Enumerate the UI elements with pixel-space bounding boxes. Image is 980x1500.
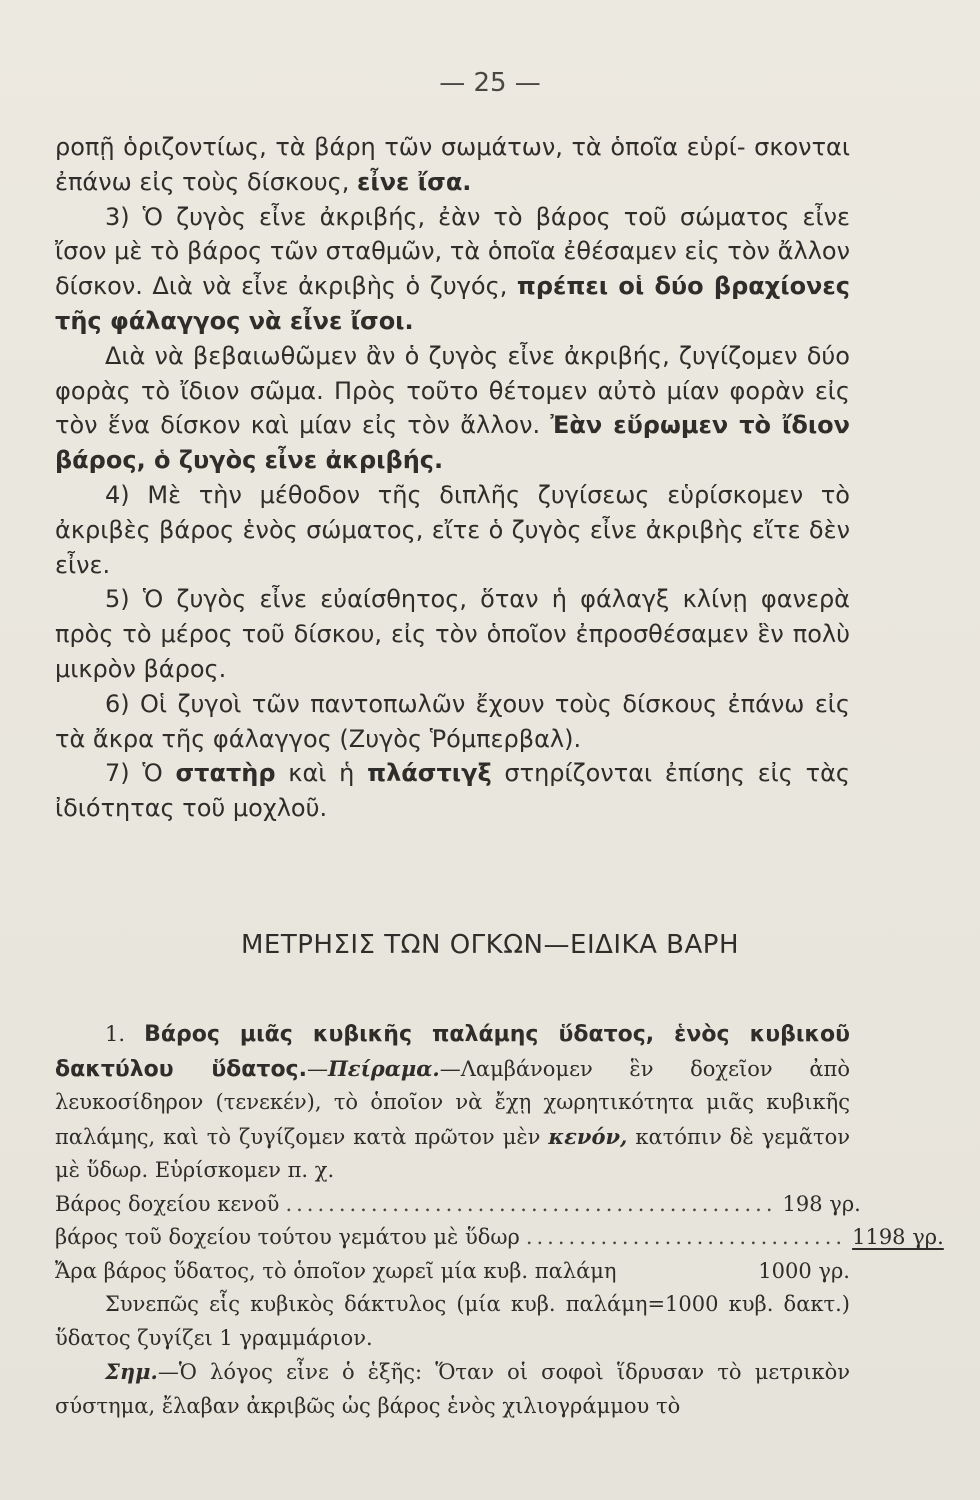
text-block-lower <box>55 1018 944 1423</box>
measurement-label: Ἄρα βάρος ὕδατος, τὸ ὁποῖον χωρεῖ μία κυβ. παλάμη <box>55 1258 617 1283</box>
text-block-upper <box>55 130 850 826</box>
paragraph-text: κατόπιν δὲ γεμᾶτον μὲ ὕδωρ. Εὑρίσκομεν π. χ. <box>55 1124 850 1182</box>
text-line: σκονται ἐπάνω εἰς τοὺς δίσκους, <box>55 133 850 196</box>
paragraph-6: 5) Ὁ ζυγὸς εἶνε εὐαίσθητος, ὅταν ἡ φάλαγξ κλίνῃ φανερὰ πρὸς τὸ μέρος τοῦ δίσκου, εἰς τὸν ὁποῖον ἐπροσθέσαμεν ἓν πολὺ μικρὸν βάρος. <box>55 585 850 683</box>
paragraph-4 <box>55 339 850 478</box>
measurement-value: 198 γρ. <box>782 1191 861 1216</box>
emphasis-word: κενόν, <box>548 1123 628 1149</box>
note-text: —Ὁ λόγος εἶνε ὁ ἑξῆς: Ὅταν οἱ σοφοὶ ἵδρυσαν τὸ μετρικὸν σύστημα, ἔλαβαν ἀκριβῶς ὡς βάρος ἑνὸς χιλιογράμμου τὸ <box>55 1360 850 1418</box>
item-number: 1. <box>105 1022 145 1046</box>
bold-phrase: εἶνε ἴσα. <box>357 167 472 196</box>
measurement-label: Βάρος δοχείου κενοῦ <box>55 1191 280 1216</box>
measurement-row <box>55 1221 944 1255</box>
measurement-value: 1198 γρ. <box>852 1225 944 1249</box>
note-paragraph <box>55 1355 850 1423</box>
paragraph-8 <box>55 756 850 826</box>
paragraph-text: καὶ ἡ <box>275 759 368 788</box>
bold-term: πλάστιγξ <box>367 759 492 788</box>
paragraph-text: στηρίζονται ἐπίσης εἰς τὰς ἰδιότητας τοῦ μοχλοῦ. <box>55 759 850 823</box>
measurement-value: 1000 γρ. <box>758 1258 850 1283</box>
text-line: ροπῇ ὁριζοντίως, τὰ βάρη τῶν σωμάτων, τὰ ὁποῖα εὑρί- <box>55 133 746 161</box>
paragraph-continuation <box>55 130 850 200</box>
dash: — <box>306 1056 328 1081</box>
section-heading: ΜΕΤΡΗΣΙΣ ΤΩΝ ΟΓΚΩΝ—ΕΙΔΙΚΑ ΒΑΡΗ <box>240 930 740 960</box>
paragraph-text: 7) Ὁ <box>105 759 176 788</box>
item-title: Βάρος μιᾶς κυβικῆς παλάμης ὕδατος, ἑνὸς κυβικοῦ δακτύλου ὕδατος. <box>55 1022 850 1082</box>
measurement-row <box>55 1188 861 1222</box>
page-number: — 25 — <box>439 68 541 98</box>
experiment-paragraph <box>55 1018 850 1188</box>
conclusion-paragraph: Συνεπῶς εἷς κυβικὸς δάκτυλος (μία κυβ. παλάμη=1000 κυβ. δακτ.) ὕδατος ζυγίζει 1 γραμμάριον. <box>55 1292 850 1350</box>
leader-dots: .............................. <box>525 1225 847 1249</box>
note-label: Σημ. <box>105 1359 158 1384</box>
paragraph-7: 6) Οἱ ζυγοὶ τῶν παντοπωλῶν ἔχουν τοὺς δίσκους ἐπάνω εἰς τὰ ἄκρα τῆς φάλαγγος (Ζυγὸς Ῥόμπερβαλ). <box>55 689 850 753</box>
bold-term: στατὴρ <box>175 759 276 788</box>
paragraph-3 <box>55 200 850 339</box>
experiment-label: Πείραμα. <box>327 1055 440 1081</box>
paragraph-5: 4) Μὲ τὴν μέθοδον τῆς διπλῆς ζυγίσεως εὑρίσκομεν τὸ ἀκριβὲς βάρος ἑνὸς σώματος, εἴτε ὁ ζυγὸς εἶνε ἀκριβὴς εἴτε δὲν εἶνε. <box>55 480 850 579</box>
leader-dots: .............................................. <box>285 1191 777 1216</box>
measurement-label: βάρος τοῦ δοχείου τούτου γεμάτου μὲ ὕδωρ <box>55 1225 520 1249</box>
measurement-row <box>55 1255 850 1289</box>
paragraph-text: —Λαμβάνομεν ἓν δοχεῖον ἀπὸ λευκοσίδηρον (τενεκέν), τὸ ὁποῖον νὰ ἔχῃ χωρητικότητα μιᾶς κυβικῆς παλάμης, καὶ τὸ ζυγίζομεν κατὰ πρῶτον μὲν <box>55 1056 850 1149</box>
paragraph-text: Διὰ νὰ βεβαιωθῶμεν ἂν ὁ ζυγὸς εἶνε ἀκριβής, ζυγίζομεν δύο φορὰς τὸ ἴδιον σῶμα. Πρὸς τοῦτο θέτομεν αὐτὸ μίαν φορὰν εἰς τὸν ἕνα δίσκον καὶ μίαν εἰς τὸν ἄλλον. <box>55 341 850 440</box>
bold-phrase: πρέπει οἱ δύο βραχίονες τῆς φάλαγγος νὰ εἶνε ἴσοι. <box>55 272 850 335</box>
paragraph-text: 3) Ὁ ζυγὸς εἶνε ἀκριβής, ἐὰν τὸ βάρος τοῦ σώματος εἶνε ἴσον μὲ τὸ βάρος τῶν σταθμῶν, τὰ ὁποῖα ἐθέσαμεν εἰς τὸν ἄλλον δίσκον. Διὰ νὰ εἶνε ἀκριβὴς ὁ ζυγός, <box>55 202 850 301</box>
bold-phrase: Ἐὰν εὕρωμεν τὸ ἴδιον βάρος, ὁ ζυγὸς εἶνε ἀκριβής. <box>55 411 851 475</box>
